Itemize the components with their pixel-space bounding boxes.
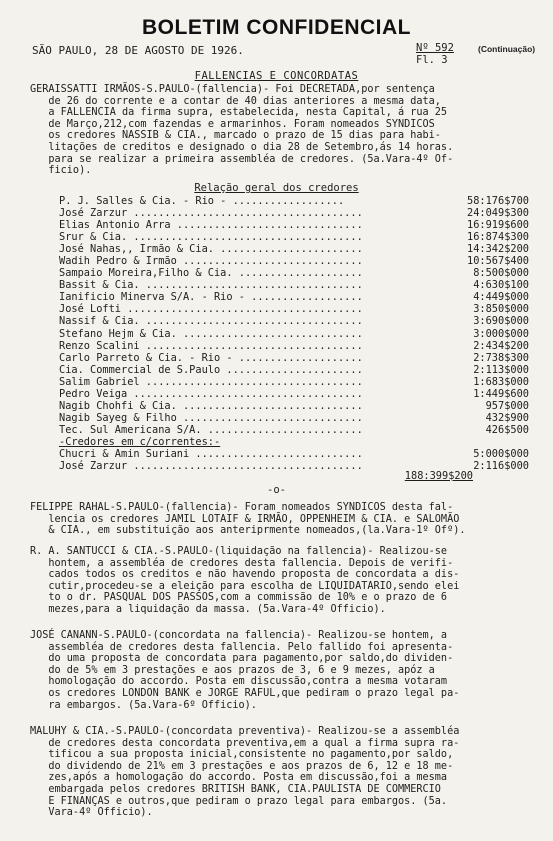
creditor-amount: 2:434$200 [473,339,529,352]
creditors-list [59,195,529,472]
creditor-name: Srur & Cia. ..................................... [59,231,363,244]
creditor-row [59,388,529,400]
text-line: a FALLENCIA da firma supra, estabelecida, nesta Capital, á rua 25 [30,107,448,119]
creditor-row [59,340,529,352]
document-number [416,42,454,66]
text-line: embargada pelos credores BRITISH BANK, CIA.PAULISTA DE COMMERCIO [30,783,441,795]
creditor-name: Tec. Sul Americana S/A. ......................... [59,423,363,436]
creditor-amount: 4:630$100 [473,279,529,292]
creditor-name: Nagib Sayeg & Filho ............................. [59,411,363,424]
creditor-amount: 3:690$000 [473,315,529,328]
text-line: de credores desta concordata preventiva,em a qual a firma supra ra- [30,737,460,749]
text-line: ra embargos. (5a.Vara-6º Officio). [30,699,257,711]
creditor-amount: 3:000$000 [473,327,529,340]
creditor-name: Pedro Veiga ..................................... [59,387,363,400]
creditors-total: 188:399$200 [404,470,473,482]
text-line: JOSÉ CANANN-S.PAULO-(concordata na fallencia)- Realizou-se hontem, a [30,630,448,641]
creditor-amount: 3:850$000 [473,303,529,316]
creditor-row [59,195,529,207]
creditor-amount: 957$000 [485,399,529,412]
text-line: para se realizar a primeira assembléa de credores. (5a.Vara-4º Of- [30,153,454,165]
creditor-amount: 58:176$700 [467,195,529,207]
creditor-row [59,400,529,412]
text-line: do uma proposta de concordata para pagamento,por saldo,do dividen- [30,653,454,665]
creditor-name: Salim Gabriel ................................... [59,375,363,388]
section-heading: FALLENCIAS E CONCORDATAS [194,70,359,82]
creditor-row [59,352,529,364]
entry-jose-canann [30,630,459,711]
continuation-label: (Continuação) [478,44,536,54]
text-line: cados todos os creditos e não havendo proposta de concordata a dis- [30,569,460,581]
text-line: MALUHY & CIA.-S.PAULO-(concordata preventiva)- Realizou-se a assembléa [30,726,460,737]
creditor-amount: 1:683$000 [473,375,529,388]
creditor-row [59,219,529,231]
text-line: & CIA., em substituição aos anteriprmente nomeados,(la.Vara-1º Ofº). [30,525,466,537]
creditor-row [59,376,529,388]
document-title: BOLETIM CONFIDENCIAL [142,16,411,39]
creditor-row [59,291,529,303]
document-date: SÃO PAULO, 28 DE AGOSTO DE 1926. [32,44,244,57]
text-line: do de 5% em 3 prestações e aos prazos de 3, 6 e 9 mezes, apóz a [30,664,435,676]
creditor-amount: 2:116$000 [473,460,529,473]
creditor-amount: 8:500$000 [473,267,529,280]
creditor-row [59,448,529,460]
creditor-name: Renzo Scalini ................................... [59,339,363,352]
creditor-name: Ianificio Minerva S/A. - Rio - .................. [59,291,363,304]
creditor-row [59,243,529,255]
text-line: R. A. SANTUCCI & CIA.-S.PAULO-(liquidação na fallencia)- Realizou-se [30,546,448,557]
creditor-name: Stefano Hejm & Cia. ............................. [59,327,363,340]
creditor-row [59,436,529,448]
text-line: hontem, a assembléa de credores desta fallencia. Depois de verifi- [30,557,454,569]
creditor-amount: 16:874$300 [467,231,529,244]
entry-maluhy [30,726,459,819]
creditor-name: José Lofti ...................................... [59,303,363,316]
text-line: os credores NASSIB & CIA., marcado o prazo de 15 dias para habi- [30,130,441,142]
creditor-name: Nagib Chohfi & Cia. ............................. [59,399,363,412]
creditor-row [59,364,529,376]
text-line: mezes,para a liquidação da massa. (5a.Vara-4º Officio). [30,603,386,615]
creditor-row [59,207,529,219]
creditor-name: Chucri & Amin Suriani ........................... [59,447,363,460]
bulletin-number: Nº 592 [416,42,454,54]
creditor-amount: 14:342$200 [467,243,529,256]
creditor-name: José Nahas,, Irmão & Cia. ....................... [59,243,363,256]
creditor-name: P. J. Salles & Cia. - Rio - .................. [59,195,345,207]
creditor-row [59,412,529,424]
text-line: Vara-4º Officio). [30,807,153,819]
sheet-number: Fl. 3 [416,54,448,66]
creditor-amount: 24:049$300 [467,207,529,220]
creditor-name: -Credores em c/correntes:- [59,435,221,448]
creditor-name: Carlo Parreto & Cia. - Rio - .................... [59,351,363,364]
text-line: cutir,procedeu-se a eleição para escolha de LIQUIDATARIO,sendo elei [30,580,460,592]
text-line: de Março,212,com fazendas e armarinhos. Foram nomeados SYNDICOS [30,118,435,130]
text-line: to o dr. PASQUAL DOS PASSOS,com a commissão de 10% e o prazo de 6 [30,592,448,604]
creditor-name: Bassit & Cia. ................................... [59,279,363,292]
creditor-amount: 2:738$300 [473,351,529,364]
creditor-name: Nassif & Cia. ................................... [59,315,363,328]
text-line: ficio). [30,165,92,177]
creditor-amount: 5:000$000 [473,447,529,460]
creditor-row [59,255,529,267]
creditor-name: Wadih Pedro & Irmão ............................. [59,255,363,268]
creditors-heading: Relação geral dos credores [194,182,359,194]
text-line: homologação do accordo. Posta em discussão,contra a mesma votaram [30,676,448,688]
creditor-name: José Zarzur ..................................... [59,207,363,220]
creditor-row [59,315,529,327]
text-line: GERAISSATTI IRMÃOS-S.PAULO-(fallencia)- Foi DECRETADA,por sentença [30,84,435,95]
text-line: litações de creditos e designado o dia 28 de Setembro,ás 14 horas. [30,141,454,153]
text-line: E FINANÇAS e outros,que pediram o prazo legal para embargos. (5a. [30,795,448,807]
creditor-amount: 16:919$600 [467,219,529,232]
text-line: zes,após a homologação do accordo. Posta em discussão,foi a mesma [30,772,448,784]
creditor-amount: 432$900 [485,411,529,424]
text-line: lencia os credores JAMIL LOTAIF & IRMÃO, OPPENHEIM & CIA. e SALOMÃO [30,513,460,525]
creditor-name: José Zarzur ..................................... [59,460,363,473]
creditor-row [59,303,529,315]
text-line: os credores LONDON BANK e JORGE RAFUL,que pediram o prazo legal pa- [30,687,460,699]
creditor-amount: 2:113$000 [473,363,529,376]
creditor-name: Cia. Commercial de S.Paulo ...................... [59,363,363,376]
creditor-amount: 426$500 [485,423,529,436]
creditor-amount: 1:449$600 [473,387,529,400]
creditor-amount: 4:449$000 [473,291,529,304]
creditor-row [59,424,529,436]
text-line: de 26 do corrente e a contar de 40 dias anteriores a mesma data, [30,95,441,107]
entry-geraissatti [30,84,453,177]
text-line: do dividendo de 21% em 3 prestações e aos prazos de 6, 12 e 18 me- [30,760,454,772]
separator: -o- [267,484,286,496]
creditor-amount: 10:567$400 [467,255,529,268]
entry-santucci [30,546,459,616]
text-line: tificou a sua proposta inicial,consistente no pagamento,por saldo, [30,749,454,761]
text-line: FELIPPE RAHAL-S.PAULO-(fallencia)- Foram nomeados SYNDICOS desta fal- [30,502,454,513]
creditor-row [59,267,529,279]
entry-felippe-rahal [30,502,465,537]
creditor-row [59,279,529,291]
creditor-name: Elias Antonio Arra .............................. [59,219,363,232]
creditor-name: Sampaio Moreira,Filho & Cia. .................... [59,267,363,280]
creditor-row [59,231,529,243]
text-line: assembléa de credores desta fallencia. Pelo fallido foi apresenta- [30,641,454,653]
creditor-row [59,328,529,340]
